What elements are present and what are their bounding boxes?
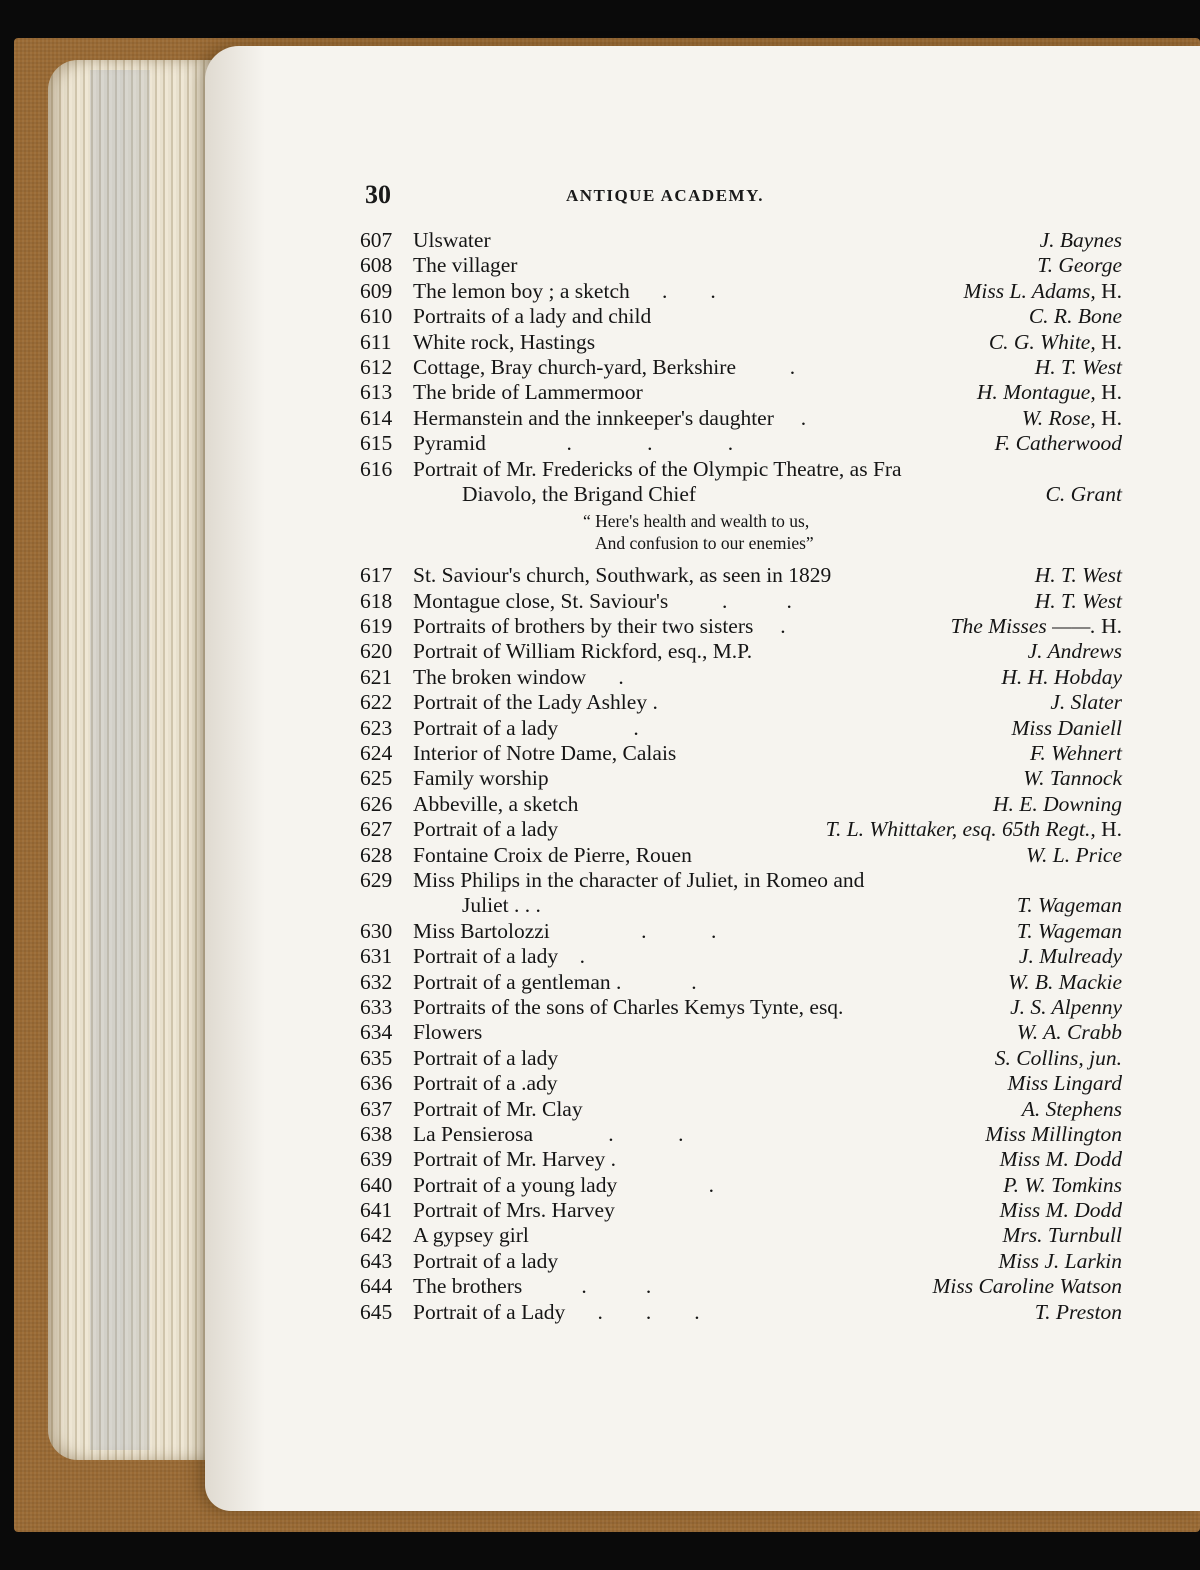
entry-artist [998,1249,1122,1274]
entry-626 [360,792,1122,817]
entry-artist [932,1274,1122,1299]
entry-artist [995,431,1122,456]
entry-title: Portrait of Mrs. Harvey [413,1198,615,1223]
entry-611 [360,330,1122,355]
entry-title: St. Saviour's church, Southwark, as seen in 1829 [413,563,832,588]
entry-title: Portrait of a .ady [413,1071,558,1096]
artist-name: Miss L. Adams, [963,278,1096,303]
entry-number: 642 [360,1223,393,1248]
entry-615 [360,431,1122,456]
entry-title: Fontaine Croix de Pierre, Rouen [413,842,692,867]
entry-number: 635 [360,1045,393,1070]
entry-artist [1023,766,1122,791]
entry-number: 637 [360,1096,393,1121]
quotation-line-1: “ Here's health and wealth to us, [583,511,810,532]
entry-630 [360,919,1122,944]
page-edges-tint [90,70,150,1450]
page-header [365,180,1120,220]
running-head: ANTIQUE ACADEMY. [565,186,765,205]
entry-617 [360,563,1122,588]
artist-name: Miss M. Dodd [999,1198,1122,1223]
entry-614 [360,406,1122,431]
artist-name: H. T. West [1034,563,1122,588]
entry-artist [1037,253,1122,278]
entry-629 [360,868,1122,893]
artist-name: Mrs. Turnbull [1002,1223,1122,1248]
entry-625 [360,766,1122,791]
entry-number: 626 [360,791,393,816]
entry-618 [360,589,1122,614]
entry-title: White rock, Hastings [413,329,596,354]
entries-group-a [360,228,1122,482]
entry-number: 608 [360,253,393,278]
entry-number: 638 [360,1121,393,1146]
entry-title: Miss Philips in the character of Juliet, in Romeo and [413,867,865,892]
entry-title: Hermanstein and the innkeeper's daughter . [413,405,807,430]
artist-name: C. G. White, [988,329,1096,354]
entry-artist [1022,1097,1122,1122]
artist-name: T. L. Whittaker, esq. 65th Regt., [825,817,1096,842]
entry-title: Portraits of brothers by their two sisters . [413,614,786,639]
entry-number: 611 [360,329,392,354]
artist-name: F. Catherwood [994,431,1122,456]
page-gutter-shade [205,46,265,1511]
entries-group-b [360,563,1122,893]
artist-suffix: H. [1095,405,1122,430]
artist-suffix: H. [1095,614,1122,639]
entry-633 [360,995,1122,1020]
entry-title: Interior of Notre Dame, Calais [413,741,677,766]
entry-artist [1003,1223,1122,1248]
entry-artist [1010,995,1122,1020]
entry-artist [1019,944,1122,969]
entry-artist [1008,1071,1123,1096]
entry-number: 607 [360,228,393,252]
entry-title: Portrait of a lady . [413,715,639,740]
entry-number: 640 [360,1172,393,1197]
entry-number: 625 [360,766,393,791]
entry-artist [995,1046,1122,1071]
entry-artist [1017,1020,1122,1045]
entry-number: 623 [360,715,393,740]
entry-title: The villager [413,253,518,278]
entry-640 [360,1173,1122,1198]
entry-607 [360,228,1122,253]
entry-638 [360,1122,1122,1147]
entry-title: Pyramid . . . [413,431,734,456]
entry-title: Portraits of the sons of Charles Kemys Tynte, esq. [413,994,844,1019]
entry-title: Portrait of William Rickford, esq., M.P. [413,639,753,664]
artist-name: C. R. Bone [1028,304,1122,329]
artist-name: T. George [1037,253,1122,278]
artist-suffix: H. [1095,278,1122,303]
artist-name: F. Wehnert [1030,741,1122,766]
entry-632 [360,970,1122,995]
entry-artist [1022,406,1122,431]
artist-name: Miss J. Larkin [998,1248,1122,1273]
entry-number: 630 [360,918,393,943]
quotation-line-2: And confusion to our enemies” [595,533,814,554]
entry-title: Abbeville, a sketch [413,791,579,816]
artist-suffix: H. [1095,817,1122,842]
artist-name: W. Tannock [1023,766,1122,791]
artist-name: J. Andrews [1027,639,1122,664]
entry-artist [989,330,1122,355]
entry-title: The broken window . [413,664,624,689]
entry-title: Ulswater [413,228,491,252]
entry-title: Portraits of a lady and child [413,304,652,329]
entry-title: Portrait of a Lady . . . [413,1299,700,1324]
entry-title: Miss Bartolozzi . . [413,918,717,943]
entry-number: 632 [360,969,393,994]
entry-artist [1026,843,1122,868]
artist-name: J. S. Alpenny [1010,994,1122,1019]
entry-628 [360,843,1122,868]
entry-title: Portrait of Mr. Harvey . [413,1147,617,1172]
artist-suffix: H. [1095,329,1122,354]
artist-name: A. Stephens [1021,1096,1122,1121]
entry-629-continuation [360,893,1122,918]
entry-number: 622 [360,690,393,715]
entry-616-continuation [360,482,1122,507]
entry-title: Portrait of a lady [413,817,559,842]
entry-number: 633 [360,994,393,1019]
entry-artist [1012,716,1122,741]
entry-title: Montague close, St. Saviour's . . [413,588,792,613]
entry-title: Portrait of a gentleman . . [413,969,697,994]
entry-number: 609 [360,278,393,303]
entry-number: 627 [360,817,393,842]
entry-artist [1035,589,1122,614]
entry-title: La Pensierosa . . [413,1121,684,1146]
entry-613 [360,380,1122,405]
artist-name: W. Rose, [1021,405,1096,430]
artist-name: Miss M. Dodd [999,1147,1122,1172]
entry-642 [360,1223,1122,1248]
entry-644 [360,1274,1122,1299]
entry-artist [1000,1147,1122,1172]
entry-612 [360,355,1122,380]
entry-artist [1029,304,1122,329]
entry-639 [360,1147,1122,1172]
entry-number: 613 [360,380,393,405]
entry-artist [993,792,1122,817]
entry-609 [360,279,1122,304]
entry-title: Portrait of the Lady Ashley . [413,690,658,715]
entry-number: 634 [360,1020,393,1045]
artist-name: W. A. Crabb [1016,1020,1122,1045]
entry-title: Portrait of a lady [413,1248,559,1273]
entry-number: 620 [360,639,393,664]
entry-artist [985,1122,1122,1147]
entry-artist [1000,1198,1122,1223]
artist-name: W. B. Mackie [1008,969,1122,994]
artist-name: J. Mulready [1018,944,1122,969]
artist-name: P. W. Tomkins [1003,1172,1122,1197]
artist-name: T. Preston [1034,1299,1122,1324]
entry-artist [1008,970,1122,995]
entry-number: 619 [360,614,393,639]
entry-artist [1040,228,1122,253]
entry-636 [360,1071,1122,1096]
entry-artist [826,817,1122,842]
entry-title: Juliet . . . [462,893,541,918]
entry-title: Portrait of Mr. Clay [413,1096,583,1121]
entry-631 [360,944,1122,969]
entry-610 [360,304,1122,329]
artist-name: Miss Millington [985,1121,1122,1146]
entry-number: 610 [360,304,393,329]
entry-number: 644 [360,1274,393,1299]
entry-627 [360,817,1122,842]
entry-artist [1035,355,1122,380]
entry-title: The brothers . . [413,1274,652,1299]
entry-title: Portrait of a lady [413,1045,559,1070]
entry-artist [1035,1300,1122,1325]
entry-number: 617 [360,563,393,588]
entry-number: 639 [360,1147,393,1172]
entry-number: 641 [360,1198,393,1223]
entry-title: The bride of Lammermoor [413,380,643,405]
entry-title: Family worship [413,766,549,791]
entry-number: 615 [360,431,393,456]
entry-title: The lemon boy ; a sketch . . [413,278,716,303]
entry-title: Cottage, Bray church-yard, Berkshire . [413,354,796,379]
entry-artist [1035,563,1122,588]
entry-artist [977,380,1122,405]
artist-name: W. L. Price [1026,842,1122,867]
entry-title: Portrait of a lady . [413,944,585,969]
entry-619 [360,614,1122,639]
entry-643 [360,1249,1122,1274]
artist-name: Miss Caroline Watson [932,1274,1122,1299]
entry-635 [360,1046,1122,1071]
entry-number: 645 [360,1299,393,1324]
entry-616 [360,457,1122,482]
entry-637 [360,1097,1122,1122]
artist-name: J. Slater [1050,690,1122,715]
catalogue-entries [360,228,1122,1325]
artist-name: Miss Daniell [1011,715,1122,740]
entry-number: 643 [360,1248,393,1273]
artist-name: H. E. Downing [993,791,1122,816]
entry-artist [1030,741,1122,766]
entries-group-c [360,919,1122,1325]
entry-title: Flowers [413,1020,483,1045]
artist-suffix: H. [1095,380,1122,405]
entry-622 [360,690,1122,715]
artist-name: H. T. West [1034,354,1122,379]
entry-title: Portrait of a young lady . [413,1172,714,1197]
entry-number: 631 [360,944,393,969]
entry-623 [360,716,1122,741]
artist-name: J. Baynes [1039,228,1122,252]
artist-name: T. Wageman [1016,918,1122,943]
entry-artist: T. Wageman [1016,893,1122,918]
entry-number: 636 [360,1071,393,1096]
entry-artist [964,279,1123,304]
entry-title: Portrait of Mr. Fredericks of the Olympic Theatre, as Fra [413,456,902,481]
entry-artist [1001,665,1122,690]
entry-620 [360,639,1122,664]
entry-number: 624 [360,741,393,766]
entry-634 [360,1020,1122,1045]
artist-name: The Misses ——. [950,614,1096,639]
entry-621 [360,665,1122,690]
quotation [360,507,1122,563]
artist-name: S. Collins, jun. [994,1045,1122,1070]
entry-artist [1028,639,1122,664]
entry-number: 629 [360,867,393,892]
entry-number: 621 [360,664,393,689]
entry-number: 614 [360,405,393,430]
entry-title: Diavolo, the Brigand Chief [462,481,697,506]
artist-name: Miss Lingard [1007,1071,1122,1096]
entry-641 [360,1198,1122,1223]
artist-name: H. T. West [1034,588,1122,613]
artist-name: H. Montague, [976,380,1096,405]
entry-artist [1017,919,1122,944]
entry-artist [1003,1173,1122,1198]
page-number: 30 [365,180,391,209]
entry-number: 616 [360,456,393,481]
entry-artist [1050,690,1122,715]
entry-number: 618 [360,588,393,613]
entry-608 [360,253,1122,278]
entry-645 [360,1300,1122,1325]
entry-number: 628 [360,842,393,867]
entry-artist: C. Grant [1045,481,1122,506]
entry-624 [360,741,1122,766]
entry-artist [951,614,1122,639]
artist-name: H. H. Hobday [1001,664,1122,689]
entry-title: A gypsey girl [413,1223,529,1248]
entry-number: 612 [360,354,393,379]
